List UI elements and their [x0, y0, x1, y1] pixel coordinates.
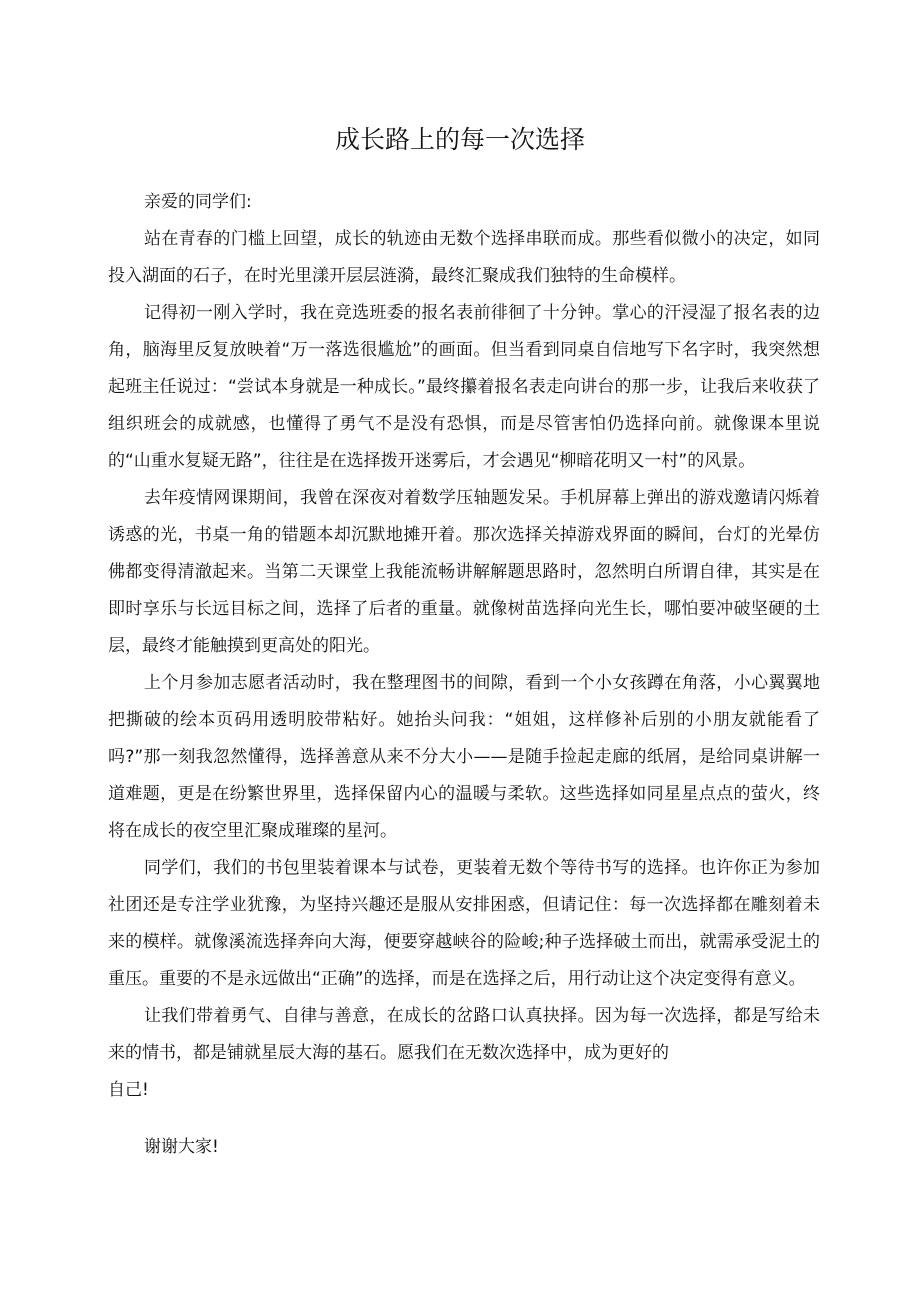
greeting: 亲爱的同学们: [144, 192, 252, 212]
paragraph-5: 同学们，我们的书包里装着课本与试卷，更装着无数个等待书写的选择。也许你正为参加社团还是专注学业犹豫，为坚持兴趣还是服从安排困惑，但请记住：每一次选择都在雕刻着未来的模样。就像溪流选择奔向大海，便要穿越峡谷的险峻;种子选择破土而出，就需承受泥土的重压。重要的不是永远做出“正确”的选择，而是在选择之后，用行动让这个决定变得有意义。 [108, 858, 820, 989]
paragraph-1: 站在青春的门槛上回望，成长的轨迹由无数个选择串联而成。那些看似微小的决定，如同投入湖面的石子，在时光里漾开层层涟漪，最终汇聚成我们独特的生命模样。 [108, 229, 820, 286]
document-body [108, 184, 820, 1109]
paragraph-6: 让我们带着勇气、自律与善意，在成长的岔路口认真抉择。因为每一次选择，都是写给未来的情书，都是铺就星辰大海的基石。愿我们在无数次选择中，成为更好的 [108, 1006, 820, 1063]
paragraph-2: 记得初一刚入学时，我在竞选班委的报名表前徘徊了十分钟。掌心的汗浸湿了报名表的边角，脑海里反复放映着“万一落选很尴尬”的画面。但当看到同桌自信地写下名字时，我突然想起班主任说过：“尝试本身就是一种成长。”最终攥着报名表走向讲台的那一步，让我后来收获了组织班会的成就感，也懂得了勇气不是没有恐惧，而是尽管害怕仍选择向前。就像课本里说的“山重水复疑无路”，往往是在选择拨开迷雾后，才会遇见“柳暗花明又一村”的风景。 [108, 303, 820, 471]
paragraph-3: 去年疫情网课期间，我曾在深夜对着数学压轴题发呆。手机屏幕上弹出的游戏邀请闪烁着诱惑的光，书桌一角的错题本却沉默地摊开着。那次选择关掉游戏界面的瞬间，台灯的光晕仿佛都变得清澈起来。当第二天课堂上我能流畅讲解解题思路时，忽然明白所谓自律，其实是在即时享乐与长远目标之间，选择了后者的重量。就像树苗选择向光生长，哪怕要冲破坚硬的土层，最终才能触摸到更高处的阳光。 [108, 488, 820, 656]
paragraph-6-trailing-line: 自己! [108, 1080, 149, 1100]
page-title: 成长路上的每一次选择 [334, 125, 585, 154]
closing-remark: 谢谢大家! [144, 1137, 219, 1157]
paragraph-4: 上个月参加志愿者活动时，我在整理图书的间隙，看到一个小女孩蹲在角落，小心翼翼地把撕破的绘本页码用透明胶带粘好。她抬头问我：“姐姐，这样修补后别的小朋友就能看了吗?”那一刻我忽然懂得，选择善意从来不分大小——是随手捡起走廊的纸屑，是给同桌讲解一道难题，更是在纷繁世界里，选择保留内心的温暖与柔软。这些选择如同星星点点的萤火，终将在成长的夜空里汇聚成璀璨的星河。 [108, 673, 820, 841]
